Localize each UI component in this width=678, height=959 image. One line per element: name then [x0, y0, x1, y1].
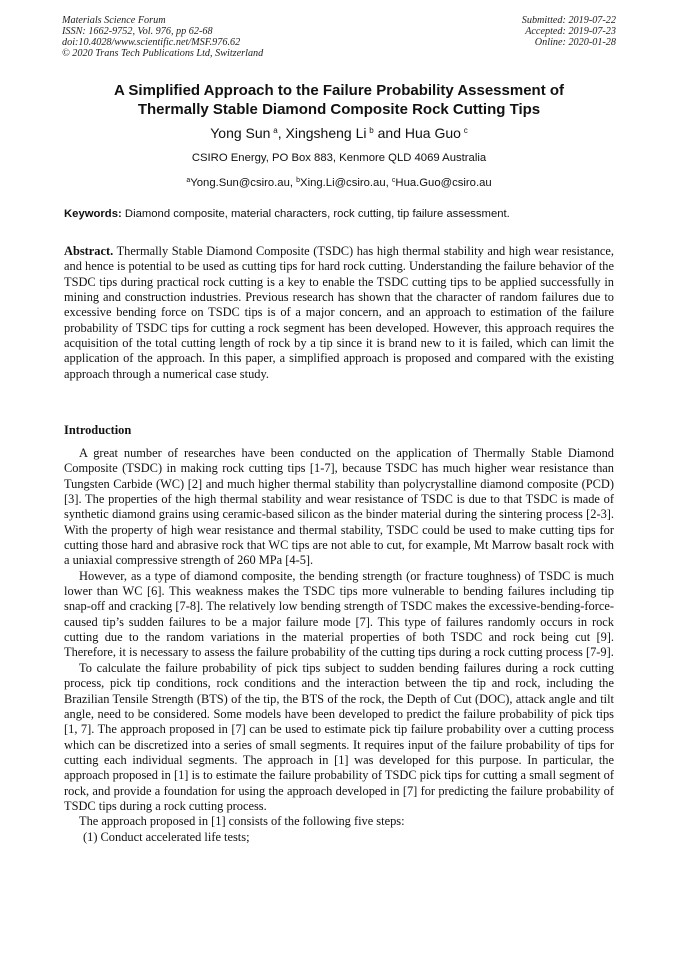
keywords-label: Keywords: — [64, 208, 122, 220]
affiliation: CSIRO Energy, PO Box 883, Kenmore QLD 4069 Australia — [191, 152, 487, 164]
author-separator: and — [373, 125, 405, 141]
intro-paragraph: A great number of researches have been conducted on the application of Thermally Stable Diamond Composite (TSDC) in making rock cutting tips [1-7], because TSDC has much higher wear resistance than Tungsten Carbide (WC) [2] and much higher thermal stability than polycrystalline diamond composite (PCD) [3]. The properties of the high thermal stability and wear resistance of TSDC is due to that TSDC is made of synthetic diamond grains using ceramic-based silicon as the binder material during the sintering process [2-3]. With the property of high wear resistance and thermal stability, TSDC could be used to make cutting tips for cutting those hard and abrasive rock that WC tips are not able to cut, for example, Mt Marrow basalt rock with a uniaxial compressive strength of 260 MPa [4-5]. — [64, 446, 614, 568]
intro-paragraph: However, as a type of diamond composite, the bending strength (or fracture toughness) of TSDC is much lower than WC [6]. This weakness makes the TSDC tips more vulnerable to bending failures including tip snap-off and cracking [7-8]. The relatively low bending strength of TSDC makes the excessive-bending-force-caused tip’s sudden failures to be a major failure mode [7]. This type of failures randomly occurs in rock cutting due to the random variations in the material properties of both TSDC and rock being cut [9]. Therefore, it is necessary to assess the failure probability of the cutting tips during a rock cutting process [7-9]. — [64, 568, 614, 660]
email-sup: a — [186, 177, 191, 184]
intro-paragraph: The approach proposed in [1] consists of the following five steps: — [79, 814, 405, 829]
email-separator: , — [289, 177, 297, 189]
keywords — [64, 207, 616, 221]
author-sup: c — [463, 126, 468, 135]
submission-dates — [522, 15, 616, 48]
author-name: Hua Guo — [404, 125, 461, 141]
section-heading-introduction: Introduction — [64, 423, 132, 437]
accepted-date: Accepted: 2019-07-23 — [525, 26, 616, 37]
email-address[interactable]: Hua.Guo@csiro.au — [395, 177, 492, 189]
email-separator: , — [385, 177, 392, 189]
email-address[interactable]: Yong.Sun@csiro.au — [190, 177, 290, 189]
introduction-body — [64, 446, 614, 845]
title-line-1: A Simplified Approach to the Failure Probability Assessment of — [113, 82, 565, 99]
email-address[interactable]: Xing.Li@csiro.au — [300, 177, 386, 189]
step-item: (1) Conduct accelerated life tests; — [83, 829, 250, 844]
intro-paragraph: To calculate the failure probability of pick tips subject to sudden bending failures during a rock cutting process, pick tip conditions, rock conditions and the interaction between the tip and rock, including the Brazilian Tensile Strength (BTS) of the tip, the BTS of the rock, the Depth of Cut (DOC), attack angle and tilt angle, need to be considered. Some models have been developed to predict the failure probability of pick tips [1, 7]. The approach proposed in [7] can be used to estimate pick tip failure probability over a cutting process which can be discretized into a series of small segments. It requires input of the failure probability of tips for cutting each individual segments. The approach in [1] was developed for this purpose. In particular, the approach proposed in [1] is to estimate the failure probability of TSDC pick tips for cutting a small segment of rock, and provide a foundation for using the approach developed in [7] for predicting the failure probability of TSDC tips during a rock cutting process. — [64, 660, 614, 813]
journal-info — [62, 15, 263, 59]
author-name: Yong Sun — [210, 125, 271, 141]
online-date: Online: 2020-01-28 — [534, 37, 616, 48]
issn-line: ISSN: 1662-9752, Vol. 976, pp 62-68 — [62, 26, 213, 37]
submitted-date: Submitted: 2019-07-22 — [521, 15, 616, 26]
paper-title — [40, 81, 638, 119]
author-sup: a — [273, 126, 278, 135]
doi-line: doi:10.4028/www.scientific.net/MSF.976.62 — [62, 37, 241, 48]
title-line-2: Thermally Stable Diamond Composite Rock Cutting Tips — [137, 101, 541, 118]
author-name: Xingsheng Li — [285, 125, 367, 141]
journal-name: Materials Science Forum — [62, 15, 166, 26]
author-separator: , — [277, 125, 286, 141]
email-sup: b — [296, 177, 301, 184]
abstract — [64, 244, 614, 382]
keywords-text: Diamond composite, material characters, rock cutting, tip failure assessment. — [121, 208, 510, 220]
author-sup: b — [369, 126, 374, 135]
email-sup: c — [391, 177, 396, 184]
abstract-text: Thermally Stable Diamond Composite (TSDC) has high thermal stability and high wear resistance, and hence is potential to be used as cutting tips for hard rock cutting. Understanding the failure behavior of the TSDC tips during practical rock cutting is a key to enable the TSDC cutting tips to be applied successfully in mining and construction industries. Previous research has shown that the character of random failures due to excessive bending force on TSDC tips is of a major concern, and an approach to estimation of the failure probability of TSDC tips for cutting a rock segment has been developed. However, this approach requires the acquisition of the total cutting length of rock by a tip since it is brand new to it is failed, which can limit the application of the approach. In this paper, a simplified approach is proposed and compared with the existing approach through a numerical case study. — [64, 244, 614, 381]
author-list — [40, 122, 638, 142]
abstract-label: Abstract. — [64, 244, 114, 258]
copyright-line: © 2020 Trans Tech Publications Ltd, Switzerland — [62, 48, 264, 59]
email-list — [40, 174, 638, 190]
